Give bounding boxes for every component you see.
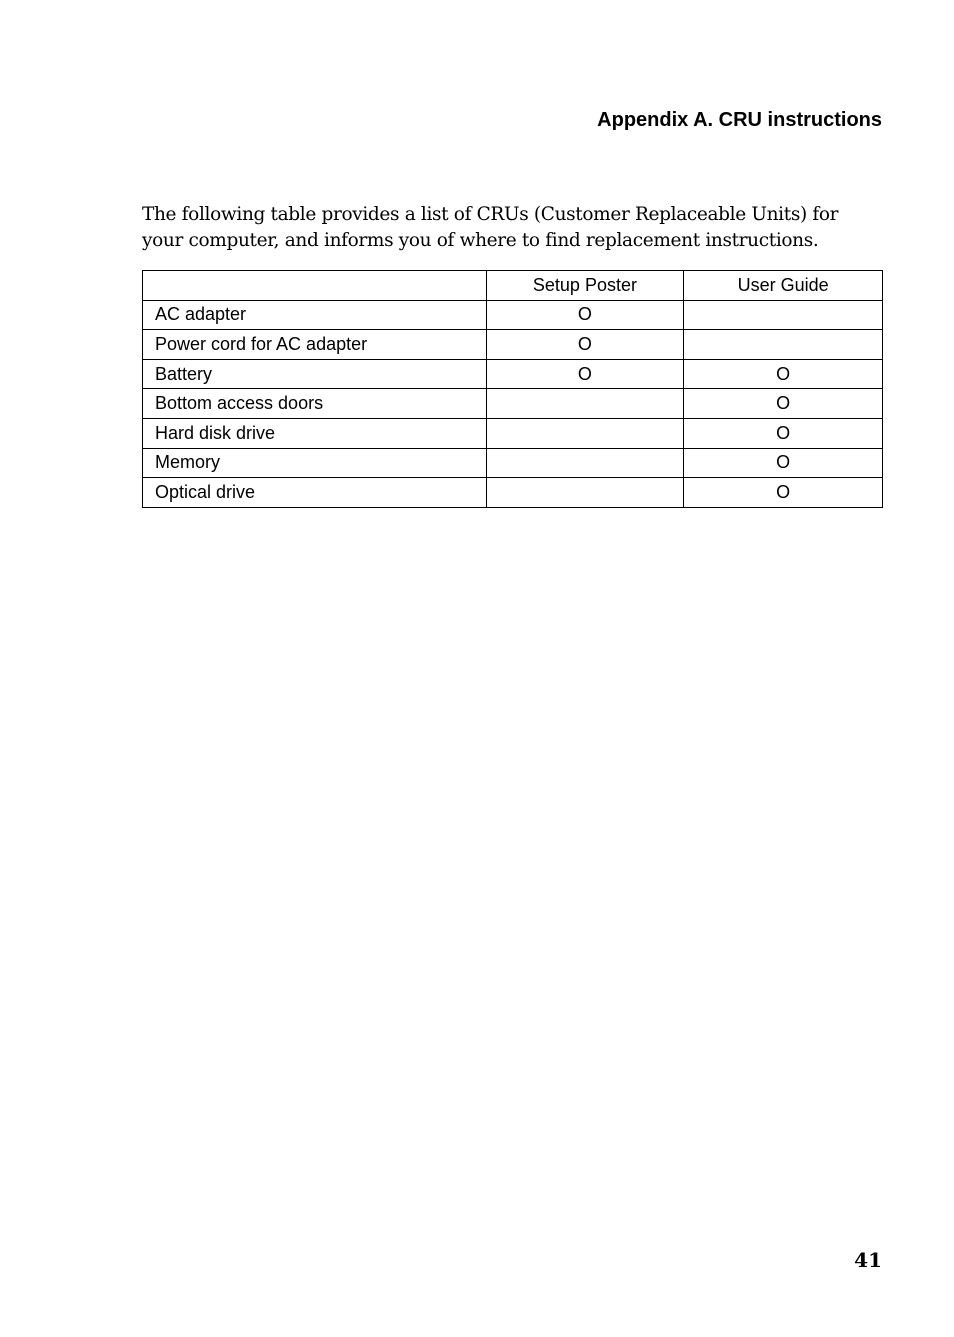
- intro-paragraph: The following table provides a list of CRUs (Customer Replaceable Units) for your computer, and informs you of where to find replacement instructions.: [142, 204, 839, 251]
- cell-user-guide: O: [684, 478, 883, 508]
- cell-item: Memory: [143, 448, 487, 478]
- cell-user-guide: O: [684, 448, 883, 478]
- table-row: [143, 300, 883, 330]
- cell-item: Battery: [143, 359, 487, 389]
- cell-setup-poster: O: [486, 330, 684, 360]
- cell-user-guide: O: [684, 418, 883, 448]
- cell-user-guide: [684, 330, 883, 360]
- column-header-item: [143, 271, 487, 301]
- cell-user-guide: O: [684, 359, 883, 389]
- cell-setup-poster: [486, 478, 684, 508]
- cell-item: Power cord for AC adapter: [143, 330, 487, 360]
- running-header-title: Appendix A. CRU instructions: [597, 109, 882, 131]
- table-row: [143, 478, 883, 508]
- cru-table-header: [143, 271, 883, 301]
- cell-setup-poster: [486, 448, 684, 478]
- cell-setup-poster: O: [486, 300, 684, 330]
- cell-item: Hard disk drive: [143, 418, 487, 448]
- cell-setup-poster: [486, 389, 684, 419]
- table-row: [143, 418, 883, 448]
- cell-item: Bottom access doors: [143, 389, 487, 419]
- cru-table: [142, 270, 883, 508]
- page-number: 41: [854, 1248, 882, 1272]
- table-row: [143, 389, 883, 419]
- cell-user-guide: O: [684, 389, 883, 419]
- column-header-user-guide: User Guide: [684, 271, 883, 301]
- table-header-row: [143, 271, 883, 301]
- cell-user-guide: [684, 300, 883, 330]
- cell-setup-poster: O: [486, 359, 684, 389]
- cell-item: AC adapter: [143, 300, 487, 330]
- table-row: [143, 359, 883, 389]
- table-row: [143, 330, 883, 360]
- cru-table-body: [143, 300, 883, 507]
- cell-setup-poster: [486, 418, 684, 448]
- column-header-setup-poster: Setup Poster: [486, 271, 684, 301]
- table-row: [143, 448, 883, 478]
- cell-item: Optical drive: [143, 478, 487, 508]
